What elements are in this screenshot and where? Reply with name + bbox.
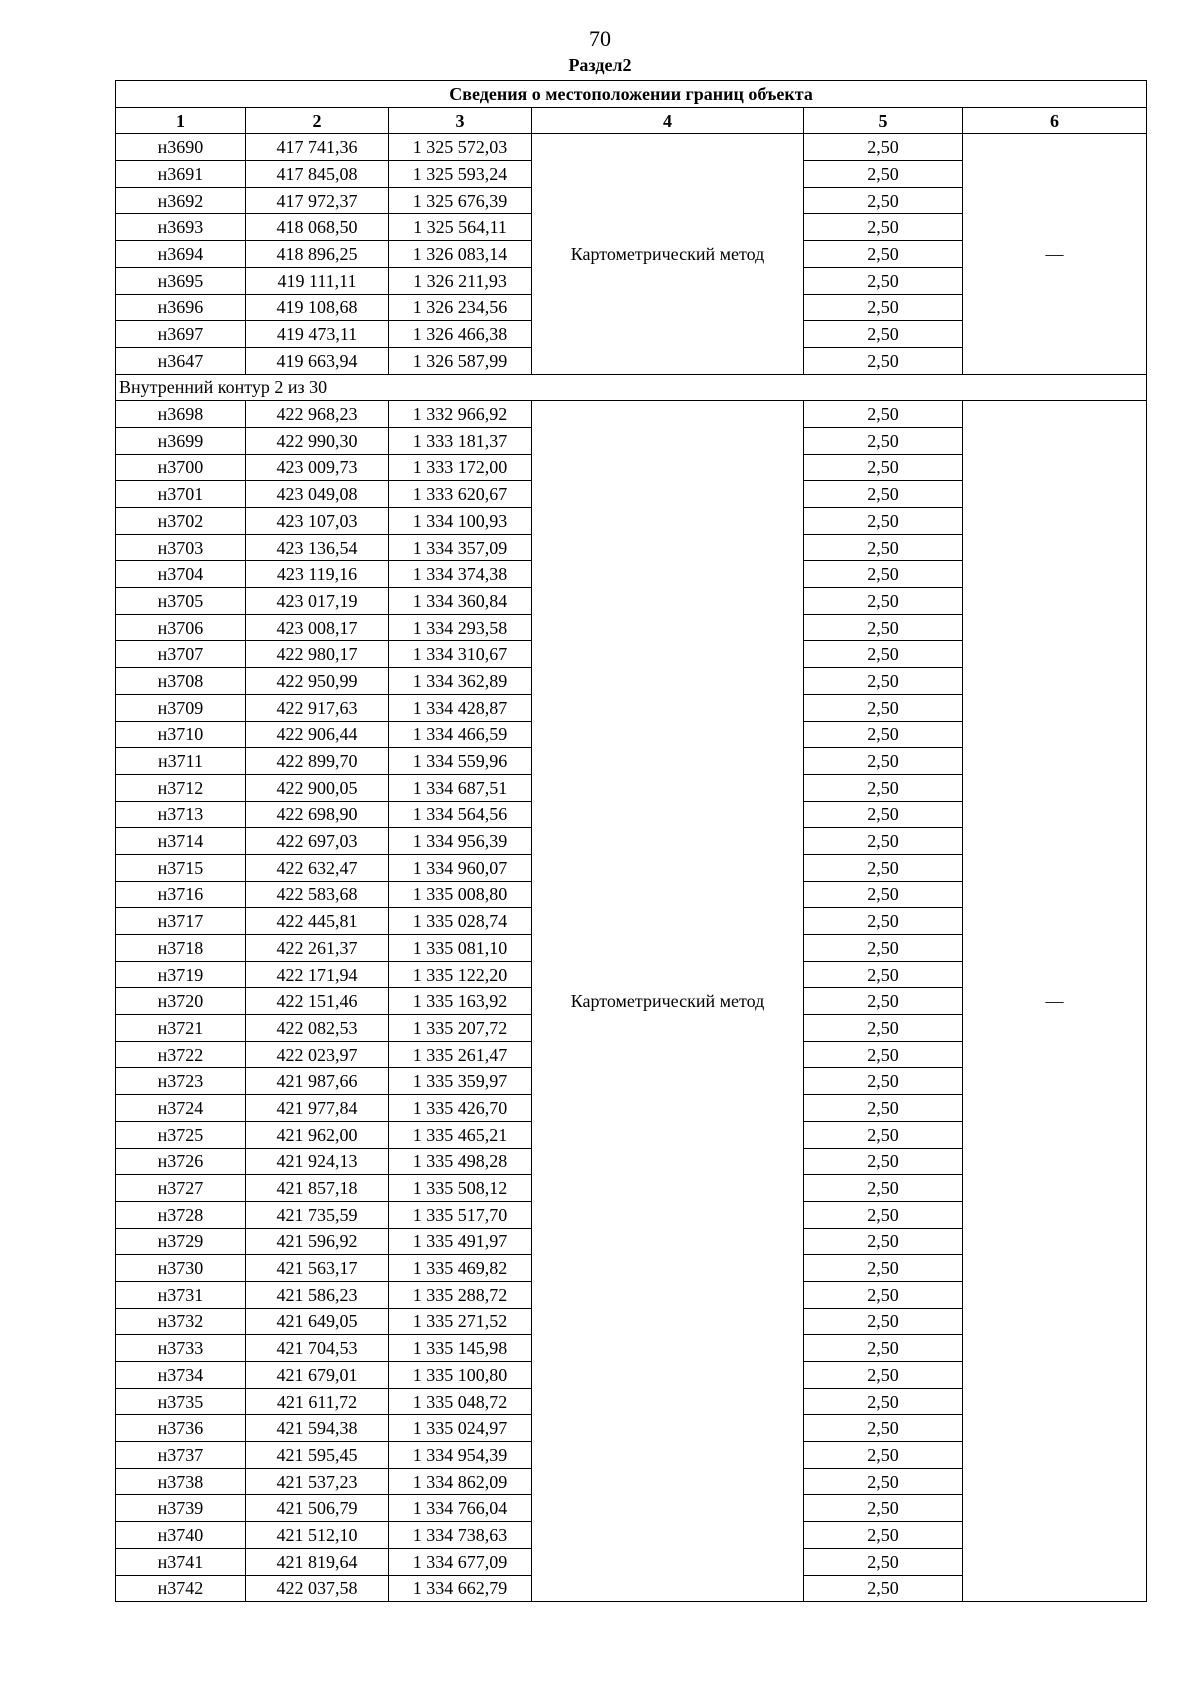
page-number: 70 bbox=[589, 26, 611, 51]
point-id-cell: н3741 bbox=[116, 1548, 246, 1575]
accuracy-cell: 2,50 bbox=[804, 668, 963, 695]
accuracy-cell: 2,50 bbox=[804, 321, 963, 348]
description-cell: — bbox=[963, 134, 1147, 374]
y-coordinate-cell: 1 334 360,84 bbox=[389, 588, 532, 615]
x-coordinate-cell: 422 171,94 bbox=[246, 961, 389, 988]
point-id-cell: н3708 bbox=[116, 668, 246, 695]
y-coordinate-cell: 1 334 687,51 bbox=[389, 774, 532, 801]
accuracy-cell: 2,50 bbox=[804, 267, 963, 294]
x-coordinate-cell: 421 649,05 bbox=[246, 1308, 389, 1335]
y-coordinate-cell: 1 334 954,39 bbox=[389, 1442, 532, 1469]
accuracy-cell: 2,50 bbox=[804, 1228, 963, 1255]
x-coordinate-cell: 417 845,08 bbox=[246, 161, 389, 188]
point-id-cell: н3736 bbox=[116, 1415, 246, 1442]
point-id-cell: н3706 bbox=[116, 614, 246, 641]
point-id-cell: н3721 bbox=[116, 1015, 246, 1042]
x-coordinate-cell: 421 679,01 bbox=[246, 1362, 389, 1389]
accuracy-cell: 2,50 bbox=[804, 401, 963, 428]
y-coordinate-cell: 1 335 122,20 bbox=[389, 961, 532, 988]
point-id-cell: н3691 bbox=[116, 161, 246, 188]
y-coordinate-cell: 1 334 677,09 bbox=[389, 1548, 532, 1575]
x-coordinate-cell: 421 704,53 bbox=[246, 1335, 389, 1362]
point-id-cell: н3719 bbox=[116, 961, 246, 988]
x-coordinate-cell: 421 924,13 bbox=[246, 1148, 389, 1175]
point-id-cell: н3742 bbox=[116, 1575, 246, 1602]
accuracy-cell: 2,50 bbox=[804, 1015, 963, 1042]
x-coordinate-cell: 422 151,46 bbox=[246, 988, 389, 1015]
accuracy-cell: 2,50 bbox=[804, 1121, 963, 1148]
accuracy-cell: 2,50 bbox=[804, 854, 963, 881]
x-coordinate-cell: 422 698,90 bbox=[246, 801, 389, 828]
accuracy-cell: 2,50 bbox=[804, 748, 963, 775]
x-coordinate-cell: 417 972,37 bbox=[246, 187, 389, 214]
x-coordinate-cell: 423 119,16 bbox=[246, 561, 389, 588]
accuracy-cell: 2,50 bbox=[804, 801, 963, 828]
y-coordinate-cell: 1 326 587,99 bbox=[389, 347, 532, 374]
point-id-cell: н3715 bbox=[116, 854, 246, 881]
point-id-cell: н3711 bbox=[116, 748, 246, 775]
accuracy-cell: 2,50 bbox=[804, 641, 963, 668]
column-number: 4 bbox=[532, 107, 804, 134]
accuracy-cell: 2,50 bbox=[804, 881, 963, 908]
y-coordinate-cell: 1 335 100,80 bbox=[389, 1362, 532, 1389]
y-coordinate-cell: 1 335 469,82 bbox=[389, 1255, 532, 1282]
y-coordinate-cell: 1 325 676,39 bbox=[389, 187, 532, 214]
x-coordinate-cell: 421 977,84 bbox=[246, 1095, 389, 1122]
accuracy-cell: 2,50 bbox=[804, 161, 963, 188]
y-coordinate-cell: 1 334 766,04 bbox=[389, 1495, 532, 1522]
point-id-cell: н3738 bbox=[116, 1468, 246, 1495]
y-coordinate-cell: 1 334 466,59 bbox=[389, 721, 532, 748]
y-coordinate-cell: 1 334 960,07 bbox=[389, 854, 532, 881]
point-id-cell: н3697 bbox=[116, 321, 246, 348]
accuracy-cell: 2,50 bbox=[804, 588, 963, 615]
accuracy-cell: 2,50 bbox=[804, 774, 963, 801]
point-id-cell: н3734 bbox=[116, 1362, 246, 1389]
x-coordinate-cell: 422 583,68 bbox=[246, 881, 389, 908]
accuracy-cell: 2,50 bbox=[804, 508, 963, 535]
point-id-cell: н3737 bbox=[116, 1442, 246, 1469]
accuracy-cell: 2,50 bbox=[804, 1468, 963, 1495]
accuracy-cell: 2,50 bbox=[804, 427, 963, 454]
y-coordinate-cell: 1 334 862,09 bbox=[389, 1468, 532, 1495]
point-id-cell: н3699 bbox=[116, 427, 246, 454]
method-cell: Картометрический метод bbox=[532, 134, 804, 374]
y-coordinate-cell: 1 334 374,38 bbox=[389, 561, 532, 588]
y-coordinate-cell: 1 335 465,21 bbox=[389, 1121, 532, 1148]
accuracy-cell: 2,50 bbox=[804, 961, 963, 988]
accuracy-cell: 2,50 bbox=[804, 721, 963, 748]
y-coordinate-cell: 1 333 181,37 bbox=[389, 427, 532, 454]
accuracy-cell: 2,50 bbox=[804, 1362, 963, 1389]
accuracy-cell: 2,50 bbox=[804, 1148, 963, 1175]
point-id-cell: н3730 bbox=[116, 1255, 246, 1282]
point-id-cell: н3723 bbox=[116, 1068, 246, 1095]
x-coordinate-cell: 423 136,54 bbox=[246, 534, 389, 561]
y-coordinate-cell: 1 335 491,97 bbox=[389, 1228, 532, 1255]
x-coordinate-cell: 422 906,44 bbox=[246, 721, 389, 748]
point-id-cell: н3696 bbox=[116, 294, 246, 321]
x-coordinate-cell: 422 445,81 bbox=[246, 908, 389, 935]
section-title: Раздел2 bbox=[568, 55, 632, 75]
x-coordinate-cell: 418 896,25 bbox=[246, 241, 389, 268]
point-id-cell: н3740 bbox=[116, 1522, 246, 1549]
accuracy-cell: 2,50 bbox=[804, 294, 963, 321]
point-id-cell: н3690 bbox=[116, 134, 246, 161]
point-id-cell: н3712 bbox=[116, 774, 246, 801]
x-coordinate-cell: 421 594,38 bbox=[246, 1415, 389, 1442]
point-id-cell: н3713 bbox=[116, 801, 246, 828]
y-coordinate-cell: 1 335 163,92 bbox=[389, 988, 532, 1015]
x-coordinate-cell: 422 697,03 bbox=[246, 828, 389, 855]
accuracy-cell: 2,50 bbox=[804, 187, 963, 214]
point-id-cell: н3701 bbox=[116, 481, 246, 508]
point-id-cell: н3739 bbox=[116, 1495, 246, 1522]
x-coordinate-cell: 421 563,17 bbox=[246, 1255, 389, 1282]
x-coordinate-cell: 421 506,79 bbox=[246, 1495, 389, 1522]
point-id-cell: н3703 bbox=[116, 534, 246, 561]
point-id-cell: н3707 bbox=[116, 641, 246, 668]
accuracy-cell: 2,50 bbox=[804, 1095, 963, 1122]
y-coordinate-cell: 1 334 100,93 bbox=[389, 508, 532, 535]
y-coordinate-cell: 1 334 559,96 bbox=[389, 748, 532, 775]
accuracy-cell: 2,50 bbox=[804, 1442, 963, 1469]
point-id-cell: н3729 bbox=[116, 1228, 246, 1255]
accuracy-cell: 2,50 bbox=[804, 214, 963, 241]
x-coordinate-cell: 421 857,18 bbox=[246, 1175, 389, 1202]
y-coordinate-cell: 1 335 261,47 bbox=[389, 1041, 532, 1068]
x-coordinate-cell: 422 082,53 bbox=[246, 1015, 389, 1042]
x-coordinate-cell: 422 632,47 bbox=[246, 854, 389, 881]
point-id-cell: н3733 bbox=[116, 1335, 246, 1362]
point-id-cell: н3720 bbox=[116, 988, 246, 1015]
x-coordinate-cell: 421 962,00 bbox=[246, 1121, 389, 1148]
y-coordinate-cell: 1 325 564,11 bbox=[389, 214, 532, 241]
x-coordinate-cell: 421 611,72 bbox=[246, 1388, 389, 1415]
x-coordinate-cell: 423 107,03 bbox=[246, 508, 389, 535]
y-coordinate-cell: 1 335 359,97 bbox=[389, 1068, 532, 1095]
point-id-cell: н3647 bbox=[116, 347, 246, 374]
point-id-cell: н3726 bbox=[116, 1148, 246, 1175]
x-coordinate-cell: 422 037,58 bbox=[246, 1575, 389, 1602]
x-coordinate-cell: 422 899,70 bbox=[246, 748, 389, 775]
y-coordinate-cell: 1 325 572,03 bbox=[389, 134, 532, 161]
point-id-cell: н3693 bbox=[116, 214, 246, 241]
point-id-cell: н3725 bbox=[116, 1121, 246, 1148]
column-number: 5 bbox=[804, 107, 963, 134]
point-id-cell: н3735 bbox=[116, 1388, 246, 1415]
y-coordinate-cell: 1 335 008,80 bbox=[389, 881, 532, 908]
x-coordinate-cell: 419 111,11 bbox=[246, 267, 389, 294]
boundary-table bbox=[115, 80, 1147, 1602]
y-coordinate-cell: 1 335 426,70 bbox=[389, 1095, 532, 1122]
x-coordinate-cell: 423 049,08 bbox=[246, 481, 389, 508]
accuracy-cell: 2,50 bbox=[804, 694, 963, 721]
point-id-cell: н3709 bbox=[116, 694, 246, 721]
point-id-cell: н3727 bbox=[116, 1175, 246, 1202]
y-coordinate-cell: 1 335 028,74 bbox=[389, 908, 532, 935]
point-id-cell: н3716 bbox=[116, 881, 246, 908]
y-coordinate-cell: 1 326 083,14 bbox=[389, 241, 532, 268]
x-coordinate-cell: 422 900,05 bbox=[246, 774, 389, 801]
point-id-cell: н3694 bbox=[116, 241, 246, 268]
y-coordinate-cell: 1 325 593,24 bbox=[389, 161, 532, 188]
x-coordinate-cell: 421 819,64 bbox=[246, 1548, 389, 1575]
x-coordinate-cell: 421 586,23 bbox=[246, 1281, 389, 1308]
method-cell: Картометрический метод bbox=[532, 401, 804, 1602]
point-id-cell: н3724 bbox=[116, 1095, 246, 1122]
accuracy-cell: 2,50 bbox=[804, 534, 963, 561]
contour-heading-row bbox=[116, 374, 1147, 401]
accuracy-cell: 2,50 bbox=[804, 614, 963, 641]
column-number: 1 bbox=[116, 107, 246, 134]
accuracy-cell: 2,50 bbox=[804, 1415, 963, 1442]
x-coordinate-cell: 419 108,68 bbox=[246, 294, 389, 321]
point-id-cell: н3700 bbox=[116, 454, 246, 481]
y-coordinate-cell: 1 332 966,92 bbox=[389, 401, 532, 428]
accuracy-cell: 2,50 bbox=[804, 1201, 963, 1228]
x-coordinate-cell: 422 990,30 bbox=[246, 427, 389, 454]
point-id-cell: н3732 bbox=[116, 1308, 246, 1335]
x-coordinate-cell: 421 596,92 bbox=[246, 1228, 389, 1255]
point-id-cell: н3728 bbox=[116, 1201, 246, 1228]
table-caption: Сведения о местоположении границ объекта bbox=[116, 81, 1147, 108]
table-caption-row bbox=[116, 81, 1147, 108]
column-number: 6 bbox=[963, 107, 1147, 134]
x-coordinate-cell: 423 008,17 bbox=[246, 614, 389, 641]
accuracy-cell: 2,50 bbox=[804, 1255, 963, 1282]
y-coordinate-cell: 1 334 428,87 bbox=[389, 694, 532, 721]
accuracy-cell: 2,50 bbox=[804, 1335, 963, 1362]
accuracy-cell: 2,50 bbox=[804, 134, 963, 161]
x-coordinate-cell: 419 663,94 bbox=[246, 347, 389, 374]
contour-heading: Внутренний контур 2 из 30 bbox=[116, 374, 1147, 401]
y-coordinate-cell: 1 333 172,00 bbox=[389, 454, 532, 481]
x-coordinate-cell: 418 068,50 bbox=[246, 214, 389, 241]
x-coordinate-cell: 422 950,99 bbox=[246, 668, 389, 695]
accuracy-cell: 2,50 bbox=[804, 481, 963, 508]
accuracy-cell: 2,50 bbox=[804, 1548, 963, 1575]
point-id-cell: н3718 bbox=[116, 935, 246, 962]
y-coordinate-cell: 1 335 508,12 bbox=[389, 1175, 532, 1202]
point-id-cell: н3695 bbox=[116, 267, 246, 294]
point-id-cell: н3710 bbox=[116, 721, 246, 748]
accuracy-cell: 2,50 bbox=[804, 828, 963, 855]
y-coordinate-cell: 1 333 620,67 bbox=[389, 481, 532, 508]
y-coordinate-cell: 1 335 517,70 bbox=[389, 1201, 532, 1228]
y-coordinate-cell: 1 335 024,97 bbox=[389, 1415, 532, 1442]
x-coordinate-cell: 422 968,23 bbox=[246, 401, 389, 428]
x-coordinate-cell: 423 009,73 bbox=[246, 454, 389, 481]
y-coordinate-cell: 1 334 662,79 bbox=[389, 1575, 532, 1602]
y-coordinate-cell: 1 334 362,89 bbox=[389, 668, 532, 695]
point-id-cell: н3698 bbox=[116, 401, 246, 428]
accuracy-cell: 2,50 bbox=[804, 241, 963, 268]
accuracy-cell: 2,50 bbox=[804, 1175, 963, 1202]
accuracy-cell: 2,50 bbox=[804, 1281, 963, 1308]
x-coordinate-cell: 422 980,17 bbox=[246, 641, 389, 668]
point-id-cell: н3702 bbox=[116, 508, 246, 535]
accuracy-cell: 2,50 bbox=[804, 1068, 963, 1095]
point-id-cell: н3722 bbox=[116, 1041, 246, 1068]
accuracy-cell: 2,50 bbox=[804, 561, 963, 588]
accuracy-cell: 2,50 bbox=[804, 1388, 963, 1415]
x-coordinate-cell: 419 473,11 bbox=[246, 321, 389, 348]
accuracy-cell: 2,50 bbox=[804, 1308, 963, 1335]
point-id-cell: н3714 bbox=[116, 828, 246, 855]
x-coordinate-cell: 421 987,66 bbox=[246, 1068, 389, 1095]
y-coordinate-cell: 1 335 048,72 bbox=[389, 1388, 532, 1415]
point-id-cell: н3717 bbox=[116, 908, 246, 935]
accuracy-cell: 2,50 bbox=[804, 1522, 963, 1549]
y-coordinate-cell: 1 334 564,56 bbox=[389, 801, 532, 828]
x-coordinate-cell: 422 261,37 bbox=[246, 935, 389, 962]
column-number: 2 bbox=[246, 107, 389, 134]
x-coordinate-cell: 421 512,10 bbox=[246, 1522, 389, 1549]
accuracy-cell: 2,50 bbox=[804, 908, 963, 935]
x-coordinate-cell: 422 917,63 bbox=[246, 694, 389, 721]
y-coordinate-cell: 1 326 211,93 bbox=[389, 267, 532, 294]
accuracy-cell: 2,50 bbox=[804, 454, 963, 481]
x-coordinate-cell: 421 537,23 bbox=[246, 1468, 389, 1495]
y-coordinate-cell: 1 326 234,56 bbox=[389, 294, 532, 321]
y-coordinate-cell: 1 326 466,38 bbox=[389, 321, 532, 348]
point-id-cell: н3692 bbox=[116, 187, 246, 214]
y-coordinate-cell: 1 334 738,63 bbox=[389, 1522, 532, 1549]
x-coordinate-cell: 421 735,59 bbox=[246, 1201, 389, 1228]
column-number: 3 bbox=[389, 107, 532, 134]
y-coordinate-cell: 1 335 081,10 bbox=[389, 935, 532, 962]
accuracy-cell: 2,50 bbox=[804, 1041, 963, 1068]
accuracy-cell: 2,50 bbox=[804, 935, 963, 962]
point-id-cell: н3705 bbox=[116, 588, 246, 615]
y-coordinate-cell: 1 334 293,58 bbox=[389, 614, 532, 641]
y-coordinate-cell: 1 335 498,28 bbox=[389, 1148, 532, 1175]
point-id-cell: н3704 bbox=[116, 561, 246, 588]
x-coordinate-cell: 417 741,36 bbox=[246, 134, 389, 161]
x-coordinate-cell: 421 595,45 bbox=[246, 1442, 389, 1469]
accuracy-cell: 2,50 bbox=[804, 1575, 963, 1602]
description-cell: — bbox=[963, 401, 1147, 1602]
y-coordinate-cell: 1 335 207,72 bbox=[389, 1015, 532, 1042]
y-coordinate-cell: 1 335 271,52 bbox=[389, 1308, 532, 1335]
y-coordinate-cell: 1 334 357,09 bbox=[389, 534, 532, 561]
y-coordinate-cell: 1 334 310,67 bbox=[389, 641, 532, 668]
y-coordinate-cell: 1 335 145,98 bbox=[389, 1335, 532, 1362]
y-coordinate-cell: 1 334 956,39 bbox=[389, 828, 532, 855]
accuracy-cell: 2,50 bbox=[804, 1495, 963, 1522]
accuracy-cell: 2,50 bbox=[804, 988, 963, 1015]
column-number-row bbox=[116, 107, 1147, 134]
table-row bbox=[116, 134, 1147, 161]
point-id-cell: н3731 bbox=[116, 1281, 246, 1308]
y-coordinate-cell: 1 335 288,72 bbox=[389, 1281, 532, 1308]
table-row bbox=[116, 401, 1147, 428]
accuracy-cell: 2,50 bbox=[804, 347, 963, 374]
x-coordinate-cell: 422 023,97 bbox=[246, 1041, 389, 1068]
x-coordinate-cell: 423 017,19 bbox=[246, 588, 389, 615]
